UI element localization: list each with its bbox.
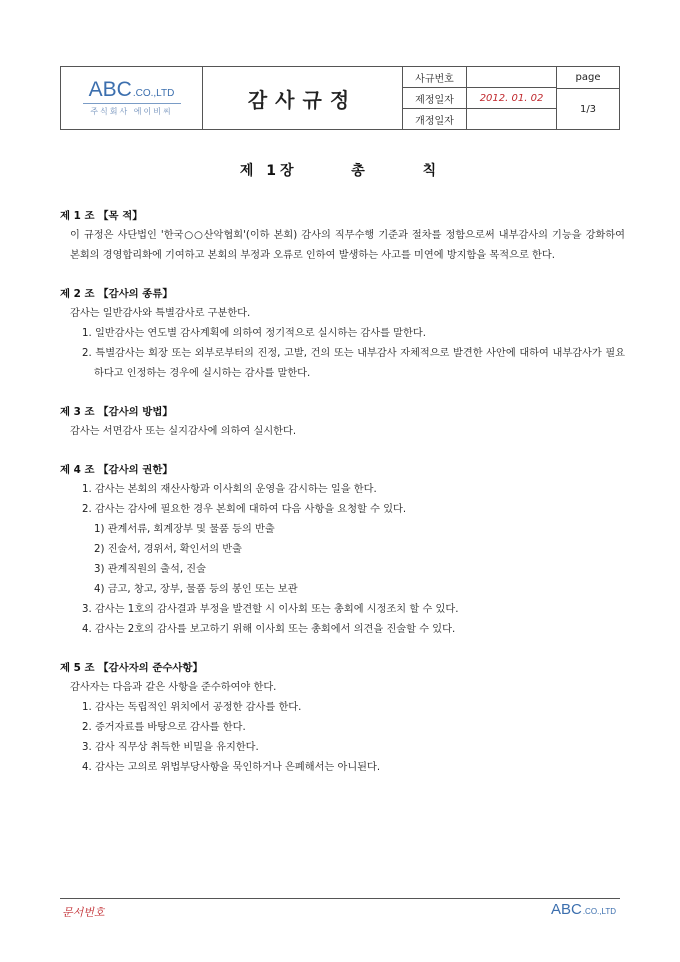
article-title: 제 5 조 【감사자의 준수사항】 bbox=[60, 662, 203, 674]
page-number: 1/3 bbox=[579, 103, 597, 115]
article-text: 감사는 일반감사와 특별감사로 구분한다. bbox=[70, 308, 251, 319]
page-indicator bbox=[557, 67, 619, 129]
meta-label: 제정일자 bbox=[403, 88, 467, 108]
document-title: 감사규정 bbox=[203, 67, 403, 129]
meta-label: 개정일자 bbox=[403, 109, 467, 129]
article-text: 감사자는 다음과 같은 사항을 준수하여야 한다. bbox=[70, 682, 277, 693]
document-body bbox=[60, 206, 625, 796]
article-5 bbox=[60, 658, 625, 778]
list-item: 3. 감사 직무상 취득한 비밀을 유지한다. bbox=[82, 742, 259, 753]
company-logo bbox=[61, 67, 203, 129]
list-item: 4. 감사는 고의로 위법부당사항을 묵인하거나 은폐해서는 아니된다. bbox=[82, 762, 381, 773]
article-1 bbox=[60, 206, 625, 266]
article-title: 제 2 조 【감사의 종류】 bbox=[60, 288, 173, 300]
list-item: 2. 감사는 감사에 필요한 경우 본회에 대하여 다음 사항을 요청할 수 있다. bbox=[82, 504, 407, 515]
chapter-heading bbox=[0, 160, 680, 180]
logo-suffix-text: .CO.,LTD bbox=[132, 88, 175, 99]
article-4 bbox=[60, 460, 625, 640]
article-title: 제 3 조 【감사의 방법】 bbox=[60, 406, 173, 418]
article-text: 감사는 서면감사 또는 실지감사에 의하여 실시한다. bbox=[70, 426, 297, 437]
list-item: 3. 감사는 1호의 감사결과 부정을 발견할 시 이사회 또는 총회에 시정조치 할 수 있다. bbox=[82, 604, 459, 615]
list-item: 2. 특별감사는 회장 또는 외부로부터의 진정, 고발, 건의 또는 내부감사 자체적으로 발견한 사안에 대하여 내부감사가 필요하다고 인정하는 경우에 실시하는 감사를 말한다. bbox=[82, 348, 625, 379]
list-item: 1. 감사는 독립적인 위치에서 공정한 감사를 한다. bbox=[82, 702, 302, 713]
list-item: 1. 감사는 본회의 재산사항과 이사회의 운영을 감시하는 일을 한다. bbox=[82, 484, 377, 495]
chapter-word: 총 bbox=[351, 163, 369, 179]
meta-value bbox=[467, 67, 556, 87]
sub-list-item: 1) 관계서류, 회계장부 및 물품 등의 반출 bbox=[94, 524, 275, 535]
meta-row-rule-number bbox=[403, 67, 556, 88]
footer-logo bbox=[551, 901, 616, 918]
footer-logo-main: ABC bbox=[550, 901, 582, 918]
document-meta bbox=[403, 67, 557, 129]
sub-list-item: 3) 관계직원의 출석, 진술 bbox=[94, 564, 206, 575]
meta-row-enacted-date bbox=[403, 88, 556, 109]
article-title: 제 4 조 【감사의 권한】 bbox=[60, 464, 173, 476]
article-title: 제 1 조 【목 적】 bbox=[60, 210, 143, 222]
article-text: 이 규정은 사단법인 '한국○○산악협회'(이하 본회) 감사의 직무수행 기준과 절차를 정함으로써 내부감사의 기능을 강화하여 본회의 경영합리화에 기여하고 본회의 부정과 오류로 인하여 발생하는 사고를 미연에 방지함을 목적으로 한다. bbox=[70, 230, 625, 261]
logo-main-text: ABC bbox=[88, 78, 132, 101]
chapter-number: 제 1장 bbox=[239, 163, 298, 179]
article-2 bbox=[60, 284, 625, 384]
meta-label: 사규번호 bbox=[403, 67, 467, 87]
document-header bbox=[60, 66, 620, 130]
chapter-word: 칙 bbox=[422, 163, 441, 179]
page-label: page bbox=[557, 67, 619, 89]
meta-value: 2012. 01. 02 bbox=[479, 92, 544, 104]
footer-logo-suffix: .CO.,LTD bbox=[582, 907, 616, 916]
sub-list-item: 2) 진술서, 경위서, 확인서의 반출 bbox=[94, 544, 242, 555]
list-item: 4. 감사는 2호의 감사를 보고하기 위해 이사회 또는 총회에서 의견을 진술할 수 있다. bbox=[82, 624, 456, 635]
meta-row-revised-date bbox=[403, 109, 556, 129]
logo-subtitle: 주식회사 에이비씨 bbox=[90, 107, 173, 116]
article-3 bbox=[60, 402, 625, 442]
sub-list-item: 4) 금고, 창고, 장부, 물품 등의 봉인 또는 보관 bbox=[94, 584, 298, 595]
meta-value bbox=[467, 109, 556, 129]
list-item: 1. 일반감사는 연도별 감사계획에 의하여 정기적으로 실시하는 감사를 말한다. bbox=[82, 328, 426, 339]
logo-divider bbox=[83, 103, 181, 104]
document-number-label: 문서번호 bbox=[62, 906, 105, 919]
footer-divider bbox=[60, 898, 620, 899]
list-item: 2. 증거자료를 바탕으로 감사를 한다. bbox=[82, 722, 246, 733]
